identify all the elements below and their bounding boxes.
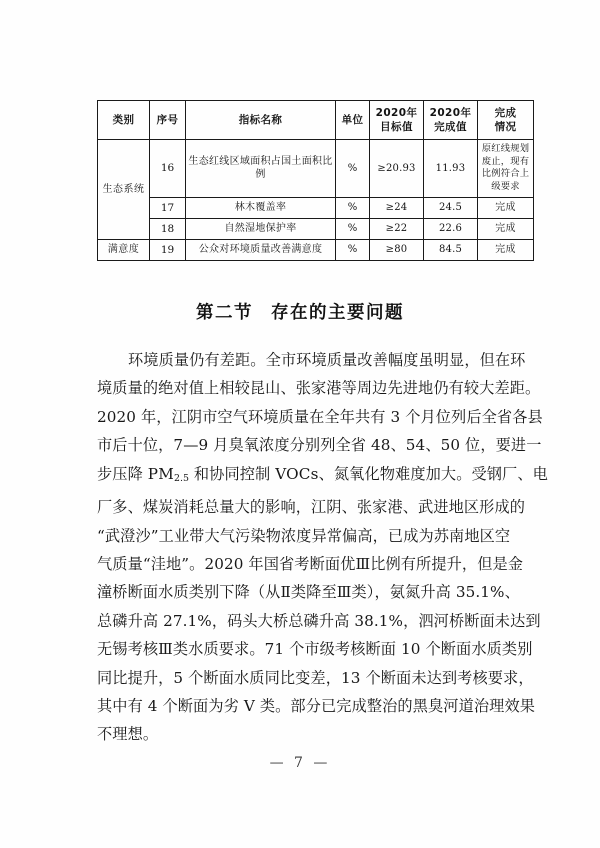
row-status: 完成 bbox=[478, 239, 534, 260]
row-indicator-name: 自然湿地保护率 bbox=[186, 218, 336, 239]
paragraph-line: 其中有 4 个断面为劣 V 类。部分已完成整治的黑臭河道治理效果 bbox=[97, 696, 536, 715]
paragraph-line: 厂多、煤炭消耗总量大的影响，江阴、张家港、武进地区形成的 bbox=[97, 498, 526, 517]
paragraph-line: 2020 年，江阴市空气环境质量在全年共有 3 个月位列后全省各县 bbox=[97, 407, 543, 426]
paragraph-line: 境质量的绝对值上相较昆山、张家港等周边先进地仍有较大差距。 bbox=[97, 379, 541, 398]
row-actual-value: 24.5 bbox=[424, 197, 478, 218]
row-category-satisfaction: 满意度 bbox=[98, 239, 150, 260]
table-row bbox=[98, 140, 534, 197]
table-row bbox=[98, 218, 534, 239]
row-target-value: ≥22 bbox=[370, 218, 424, 239]
header-actual-value bbox=[424, 101, 478, 140]
paragraph-line: 不理想。 bbox=[97, 725, 159, 744]
row-status: 原红线规划废止，现有比例符合上级要求 bbox=[478, 140, 534, 197]
row-actual-value: 11.93 bbox=[424, 140, 478, 197]
table-header bbox=[98, 101, 534, 140]
header-status bbox=[478, 101, 534, 140]
row-status: 完成 bbox=[478, 218, 534, 239]
header-actual-line2: 完成值 bbox=[434, 121, 467, 134]
row-unit: % bbox=[336, 140, 370, 197]
section-heading bbox=[0, 299, 600, 324]
row-target-value: ≥80 bbox=[370, 239, 424, 260]
paragraph-line-pm25: 步压降 $PM_{2.5}$ 和协同控制 VOCs、氮氧化物难度加大。受钢厂、电 bbox=[97, 464, 548, 484]
paragraph-line: 潼桥断面水质类别下降（从Ⅱ类降至Ⅲ类），氨氮升高 35.1%、 bbox=[97, 583, 520, 602]
row-index: 18 bbox=[150, 218, 186, 239]
header-status-line1: 完成 bbox=[494, 107, 517, 119]
row-indicator-name: 公众对环境质量改善满意度 bbox=[186, 239, 336, 260]
paragraph-line: 气质量“洼地”。2020 年国省考断面优Ⅲ比例有所提升，但是金 bbox=[97, 554, 524, 573]
section-title: 存在的主要问题 bbox=[271, 303, 404, 323]
row-unit: % bbox=[336, 197, 370, 218]
header-actual-line1: 2020年 bbox=[429, 107, 472, 119]
row-indicator-name: 生态红线区域面积占国土面积比例 bbox=[186, 140, 336, 197]
row-status: 完成 bbox=[478, 197, 534, 218]
row-actual-value: 84.5 bbox=[424, 239, 478, 260]
header-target-line1: 2020年 bbox=[375, 107, 418, 119]
row-index: 16 bbox=[150, 140, 186, 197]
header-index: 序号 bbox=[150, 101, 186, 140]
table-body bbox=[98, 140, 534, 261]
paragraph-line: 总磷升高 27.1%，码头大桥总磷升高 38.1%，泗河桥断面未达到 bbox=[97, 611, 541, 630]
row-unit: % bbox=[336, 239, 370, 260]
paragraph-line: 市后十位，7—9 月臭氧浓度分别列全省 48、54、50 位，要进一 bbox=[97, 436, 542, 455]
header-indicator-name: 指标名称 bbox=[186, 101, 336, 140]
row-actual-value: 22.6 bbox=[424, 218, 478, 239]
table-row bbox=[98, 239, 534, 260]
paragraph-line: 环境质量仍有差距。全市环境质量改善幅度虽明显，但在环 bbox=[128, 351, 526, 369]
table-row bbox=[98, 197, 534, 218]
header-unit: 单位 bbox=[336, 101, 370, 140]
paragraph-line: 同比提升，5 个断面水质同比变差，13 个断面未达到考核要求， bbox=[97, 668, 534, 687]
header-category: 类别 bbox=[98, 101, 150, 140]
paragraph-block bbox=[97, 346, 548, 749]
row-index: 19 bbox=[150, 239, 186, 260]
row-unit: % bbox=[336, 218, 370, 239]
row-indicator-name: 林木覆盖率 bbox=[186, 197, 336, 218]
metrics-table-container bbox=[97, 100, 530, 261]
header-target-value bbox=[370, 101, 424, 140]
table-header-row bbox=[98, 101, 534, 140]
body-paragraph bbox=[97, 346, 548, 749]
row-category-ecosystem: 生态系统 bbox=[98, 140, 150, 240]
page-number: — 7 — bbox=[269, 755, 331, 771]
header-status-line2: 情况 bbox=[494, 121, 517, 134]
row-index: 17 bbox=[150, 197, 186, 218]
header-target-line2: 目标值 bbox=[380, 121, 413, 134]
row-target-value: ≥24 bbox=[370, 197, 424, 218]
metrics-table bbox=[97, 100, 534, 261]
section-number: 第二节 bbox=[196, 303, 253, 323]
paragraph-line: “武澄沙”工业带大气污染物浓度异常偏高，已成为苏南地区空 bbox=[97, 526, 511, 545]
paragraph-line: 无锡考核Ⅲ类水质要求。71 个市级考核断面 10 个断面水质类别 bbox=[97, 640, 533, 659]
row-target-value: ≥20.93 bbox=[370, 140, 424, 197]
